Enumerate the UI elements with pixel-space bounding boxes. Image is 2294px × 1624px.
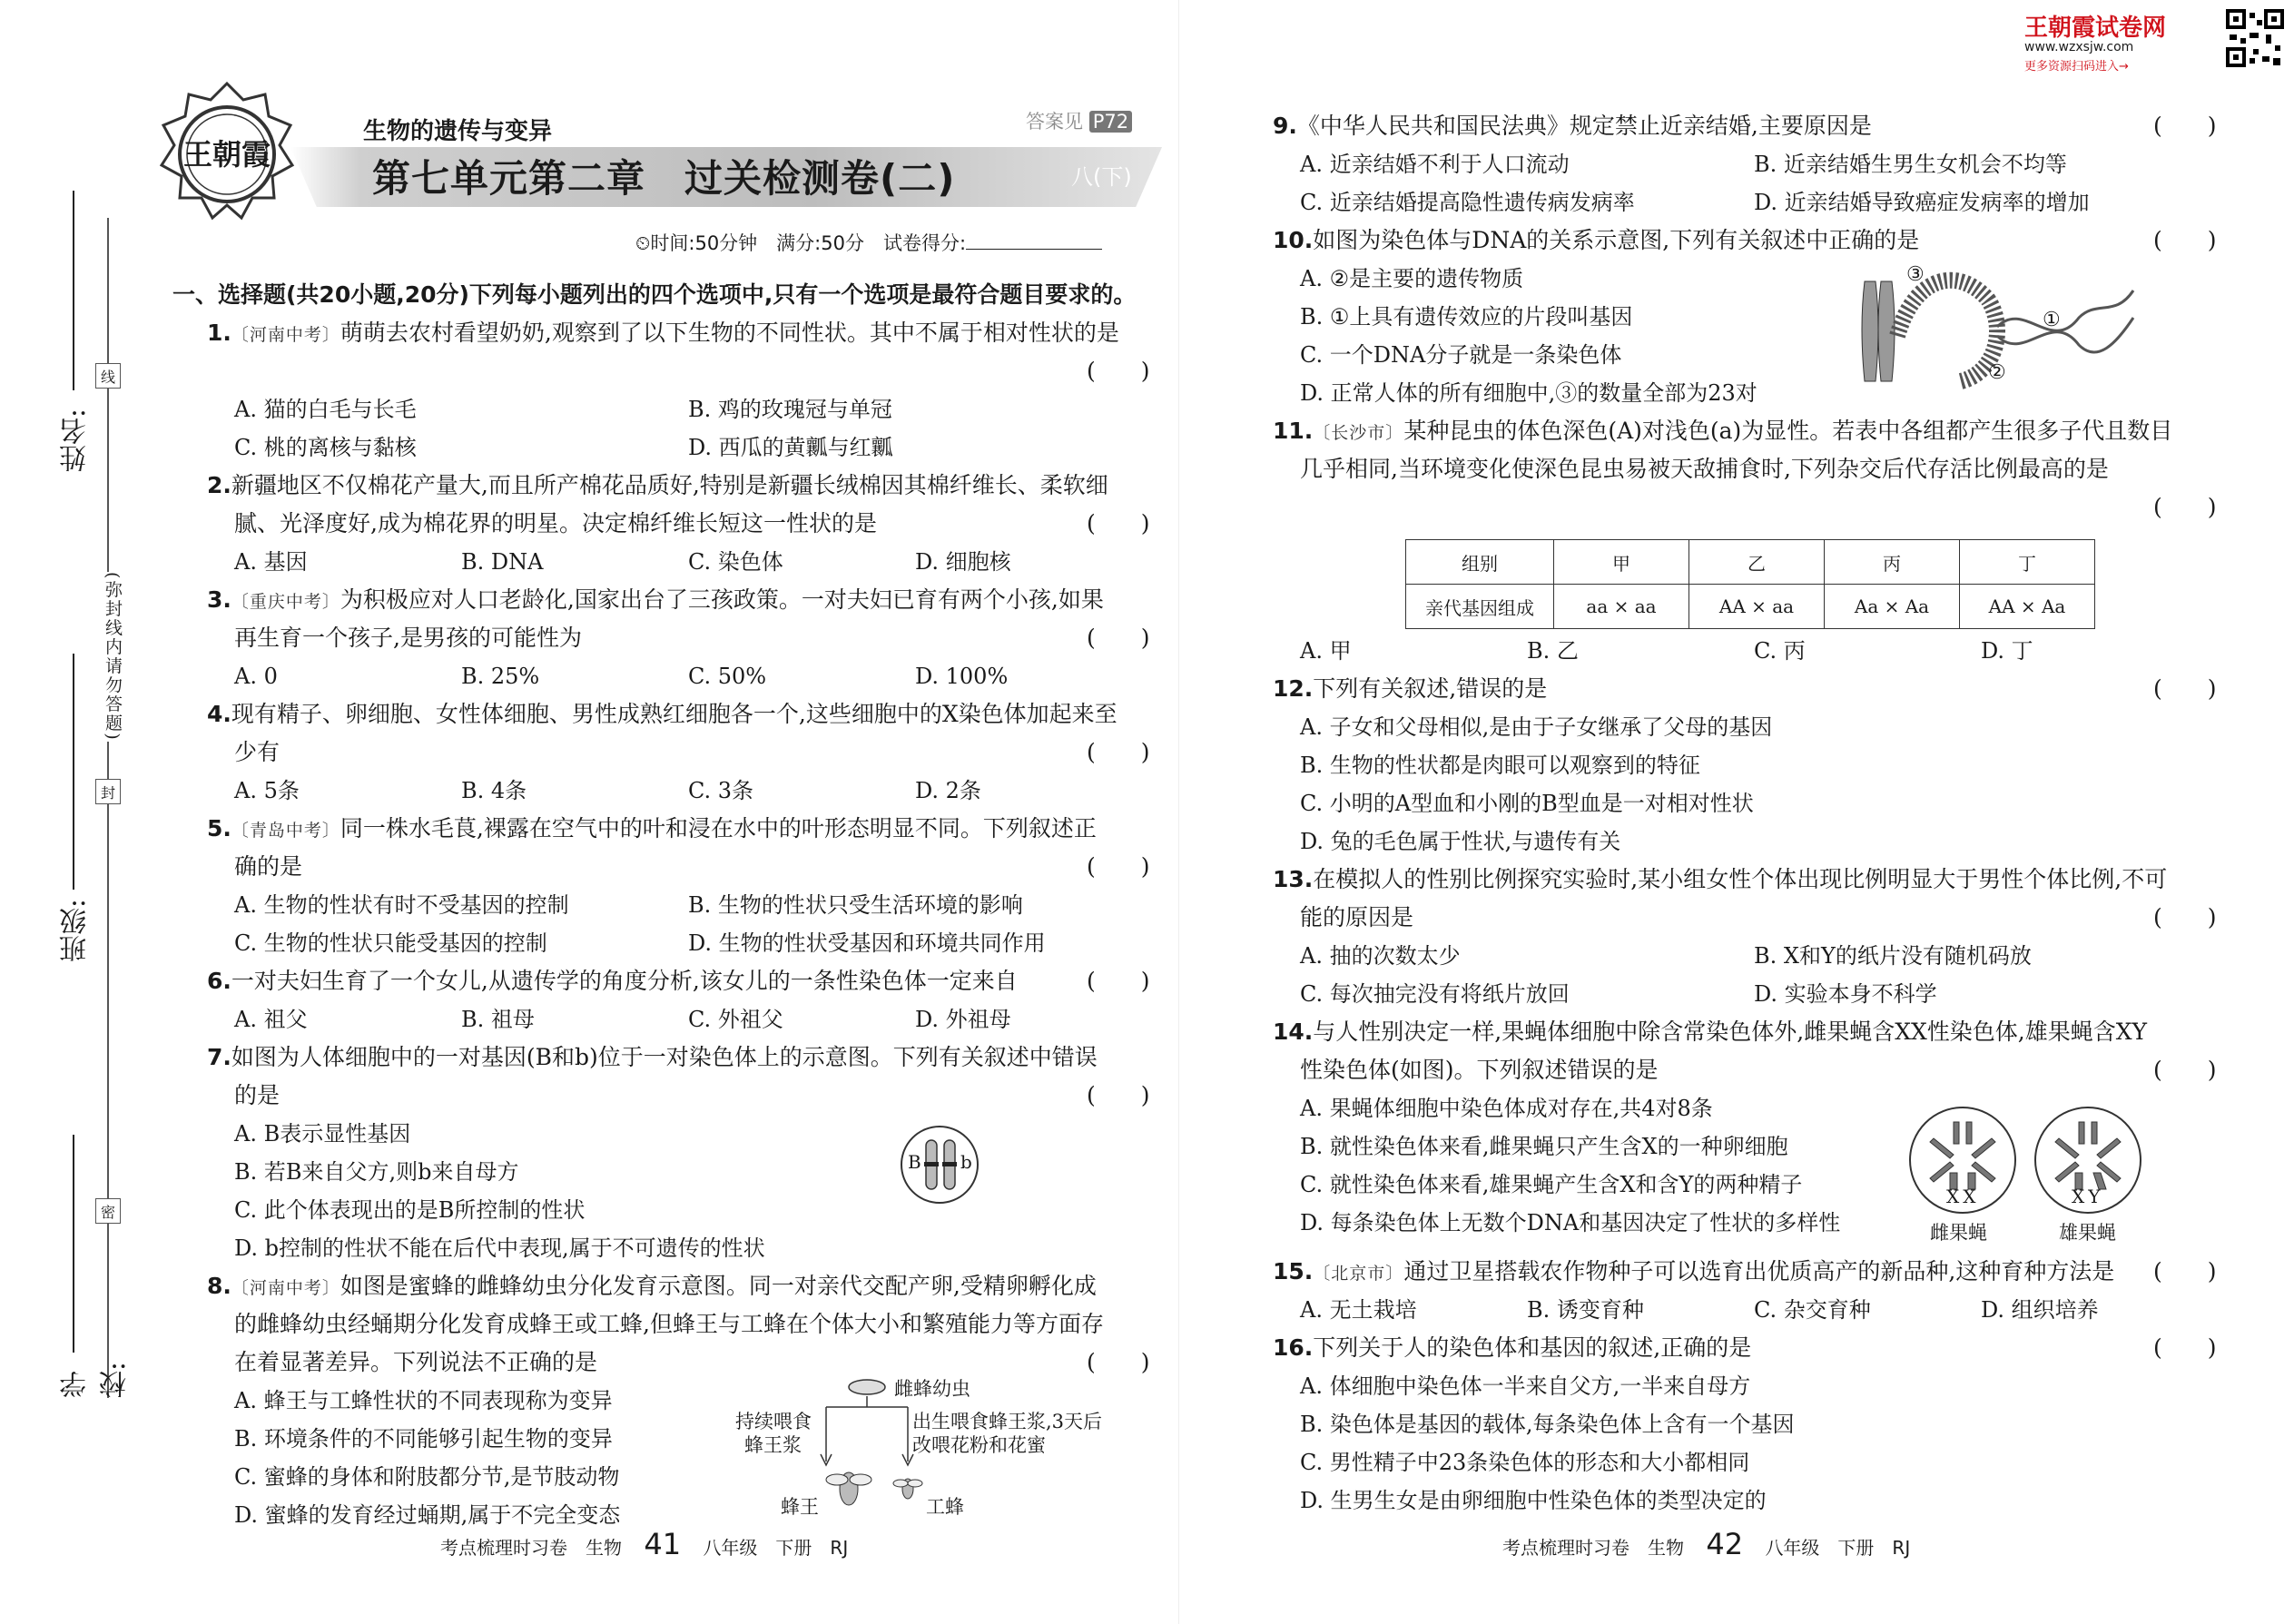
q15-line1: 通过卫星搭载农作物种子可以选育出优质高产的新品种,这种育种方法是 bbox=[1403, 1258, 2115, 1284]
footer-left-prefix: 考点梳理时习卷 生物 bbox=[440, 1537, 622, 1559]
q5-option-a[interactable]: A. 生物的性状有时不受基因的控制 bbox=[234, 892, 569, 918]
question-11 bbox=[1273, 412, 2172, 452]
section-heading: 一、选择题(共20小题,20分)下列每小题列出的四个选项中,只有一个选项是最符合题目要求的。 bbox=[172, 281, 1137, 308]
q8-line3: 在着显著差异。下列说法不正确的是 bbox=[234, 1349, 598, 1375]
q11-cell-yi-value: AA × aa bbox=[1689, 585, 1825, 629]
q7-line1: 如图为人体细胞中的一对基因(B和b)位于一对染色体上的示意图。下列有关叙述中错误 bbox=[231, 1044, 1098, 1070]
q14-option-b[interactable]: B. 就性染色体来看,雌果蝇只产生含X的一种卵细胞 bbox=[1300, 1134, 1788, 1159]
footer-left bbox=[440, 1527, 848, 1561]
q1-line1: 萌萌去农村看望奶奶,观察到了以下生物的不同性状。其中不属于相对性状的是 bbox=[340, 320, 1119, 346]
q8-right-label-2: 改喂花粉和花蜜 bbox=[912, 1434, 1046, 1456]
q2-num: 2. bbox=[207, 472, 231, 498]
q7-chromosome-figure bbox=[899, 1124, 980, 1206]
q2-option-d[interactable]: D. 细胞核 bbox=[915, 549, 1011, 575]
answer-page-badge: P72 bbox=[1089, 111, 1132, 133]
q3-option-b[interactable]: B. 25% bbox=[461, 664, 540, 689]
q7-gene-b-upper: B bbox=[908, 1151, 921, 1173]
q15-source: 〔北京市〕 bbox=[1313, 1264, 1404, 1284]
time-info bbox=[635, 229, 1102, 256]
seal-note: (弥封线内请勿答题) bbox=[98, 572, 125, 742]
q2-option-c[interactable]: C. 染色体 bbox=[688, 549, 783, 575]
q4-option-b[interactable]: B. 4条 bbox=[461, 778, 527, 803]
time-info-text: ⏲时间:50分钟 满分:50分 试卷得分: bbox=[635, 232, 967, 254]
q16-option-d[interactable]: D. 生男生女是由卵细胞中性染色体的类型决定的 bbox=[1300, 1488, 1767, 1513]
q11-genotype-table bbox=[1405, 539, 2095, 629]
q11-cell-bing: 丙 bbox=[1825, 540, 1960, 585]
name-blank[interactable] bbox=[73, 191, 74, 390]
q11-line2: 几乎相同,当环境变化使深色昆虫易被天敌捕食时,下列杂交后代存活比例最高的是 bbox=[1300, 456, 2109, 482]
seal-mark-2: 封 bbox=[95, 779, 121, 804]
q5-option-d[interactable]: D. 生物的性状受基因和环境共同作用 bbox=[688, 930, 1046, 956]
logo-text: 王朝霞 bbox=[182, 137, 271, 172]
q8-worker-label: 工蜂 bbox=[926, 1496, 964, 1518]
question-2 bbox=[207, 467, 1108, 505]
score-blank[interactable] bbox=[966, 249, 1102, 250]
q9-option-b[interactable]: B. 近亲结婚生男生女机会不均等 bbox=[1754, 152, 2067, 177]
question-16 bbox=[1273, 1329, 1751, 1367]
q8-line2: 的雌蜂幼虫经蛹期分化发育成蜂王或工蜂,但蜂王与工蜂在个体大小和繁殖能力等方面存 bbox=[234, 1311, 1104, 1337]
question-13 bbox=[1273, 861, 2167, 899]
q8-option-d[interactable]: D. 蜜蜂的发育经过蛹期,属于不完全变态 bbox=[234, 1502, 621, 1528]
q14-option-a[interactable]: A. 果蝇体细胞中染色体成对存在,共4对8条 bbox=[1300, 1096, 1713, 1121]
q6-line1: 一对夫妇生育了一个女儿,从遗传学的角度分析,该女儿的一条性染色体一定来自 bbox=[231, 968, 1018, 994]
q13-option-c[interactable]: C. 每次抽完没有将纸片放回 bbox=[1300, 981, 1570, 1007]
page-number-right: 42 bbox=[1706, 1527, 1744, 1561]
q3-line2: 再生育一个孩子,是男孩的可能性为 bbox=[234, 625, 582, 651]
q15-option-a[interactable]: A. 无土栽培 bbox=[1300, 1297, 1417, 1323]
q7-line2: 的是 bbox=[234, 1082, 281, 1108]
q7-option-d[interactable]: D. b控制的性状不能在后代中表现,属于不可遗传的性状 bbox=[234, 1235, 765, 1261]
q8-left-label-2: 蜂王浆 bbox=[744, 1434, 802, 1456]
q13-line2: 能的原因是 bbox=[1300, 904, 1414, 930]
q1-option-c[interactable]: C. 桃的离核与黏核 bbox=[234, 435, 417, 460]
q9-line1: 《中华人民共和国民法典》规定禁止近亲结婚,主要原因是 bbox=[1296, 113, 1872, 139]
grade-tag: 八(下) bbox=[1071, 164, 1132, 190]
q7-option-b[interactable]: B. 若B来自父方,则b来自母方 bbox=[234, 1159, 519, 1185]
q14-line2: 性染色体(如图)。下列叙述错误的是 bbox=[1300, 1057, 1659, 1083]
page-number-left: 41 bbox=[644, 1527, 682, 1561]
q10-num: 10. bbox=[1273, 227, 1314, 253]
q12-line1: 下列有关叙述,错误的是 bbox=[1313, 675, 1548, 702]
logo bbox=[154, 82, 300, 227]
q6-num: 6. bbox=[207, 968, 231, 994]
q11-num: 11. bbox=[1273, 418, 1314, 444]
q16-option-a[interactable]: A. 体细胞中染色体一半来自父方,一半来自母方 bbox=[1300, 1373, 1751, 1399]
q14-num: 14. bbox=[1273, 1019, 1314, 1045]
q1-answer-blank[interactable]: ( ) bbox=[1087, 358, 1150, 384]
q5-line2: 确的是 bbox=[234, 853, 303, 880]
q15-num: 15. bbox=[1273, 1258, 1314, 1284]
center-divider bbox=[1178, 0, 1179, 1624]
q9-option-d[interactable]: D. 近亲结婚导致癌症发病率的增加 bbox=[1754, 190, 2090, 215]
question-1 bbox=[207, 314, 1119, 354]
q4-line1: 现有精子、卵细胞、女性体细胞、男性成熟红细胞各一个,这些细胞中的X染色体加起来至 bbox=[231, 701, 1117, 727]
question-9 bbox=[1273, 107, 1872, 145]
q4-option-a[interactable]: A. 5条 bbox=[234, 778, 300, 803]
q14-line1: 与人性别决定一样,果蝇体细胞中除含常染色体外,雌果蝇含XX性染色体,雄果蝇含XY bbox=[1313, 1019, 2148, 1045]
q1-option-b[interactable]: B. 鸡的玫瑰冠与单冠 bbox=[688, 397, 892, 422]
q3-line1: 为积极应对人口老龄化,国家出台了三孩政策。一对夫妇已育有两个小孩,如果 bbox=[340, 586, 1104, 613]
brand-note: 更多资源扫码进入→ bbox=[2024, 60, 2129, 74]
q16-num: 16. bbox=[1273, 1334, 1314, 1361]
q2-line2: 腻、光泽度好,成为棉花界的明星。决定棉纤维长短这一性状的是 bbox=[234, 510, 877, 536]
q6-answer-blank[interactable]: ( ) bbox=[1087, 968, 1150, 994]
seal-mark-1: 线 bbox=[95, 363, 121, 389]
q7-gene-b-lower: b bbox=[960, 1151, 972, 1173]
q1-num: 1. bbox=[207, 320, 231, 346]
sidebar bbox=[36, 218, 145, 1398]
name-label: 姓名: bbox=[60, 408, 92, 473]
seal-mark-3: 密 bbox=[95, 1198, 121, 1224]
q10-answer-blank[interactable]: ( ) bbox=[2153, 227, 2217, 253]
q3-option-c[interactable]: C. 50% bbox=[688, 664, 767, 689]
q4-answer-blank[interactable]: ( ) bbox=[1087, 739, 1150, 765]
q3-option-d[interactable]: D. 100% bbox=[915, 664, 1009, 689]
q5-line1: 同一株水毛茛,裸露在空气中的叶和浸在水中的叶形态明显不同。下列叙述正 bbox=[340, 815, 1097, 842]
q16-answer-blank[interactable]: ( ) bbox=[2153, 1334, 2217, 1361]
q6-option-d[interactable]: D. 外祖母 bbox=[915, 1007, 1011, 1032]
q8-num: 8. bbox=[207, 1273, 231, 1299]
q15-option-d[interactable]: D. 组织培养 bbox=[1981, 1297, 2099, 1323]
q13-option-b[interactable]: B. X和Y的纸片没有随机码放 bbox=[1754, 943, 2032, 969]
question-7 bbox=[207, 1038, 1098, 1077]
question-4 bbox=[207, 695, 1117, 733]
q14-male-chromosomes: XY bbox=[2072, 1186, 2104, 1207]
q5-num: 5. bbox=[207, 815, 231, 842]
question-8 bbox=[207, 1267, 1097, 1307]
brand-url[interactable]: www.wzxsjw.com bbox=[2024, 40, 2134, 54]
q10-label-1: ① bbox=[2043, 309, 2061, 331]
class-label: 班级: bbox=[60, 899, 92, 963]
q5-answer-blank[interactable]: ( ) bbox=[1087, 853, 1150, 880]
q9-num: 9. bbox=[1273, 113, 1297, 139]
q2-option-a[interactable]: A. 基因 bbox=[234, 549, 308, 575]
brand-name: 王朝霞试卷网 bbox=[2024, 15, 2167, 42]
q9-option-a[interactable]: A. 近亲结婚不利于人口流动 bbox=[1300, 152, 1570, 177]
q11-option-d[interactable]: D. 丁 bbox=[1981, 638, 2033, 664]
question-15 bbox=[1273, 1253, 2114, 1293]
q13-option-a[interactable]: A. 抽的次数太少 bbox=[1300, 943, 1461, 969]
q9-option-c[interactable]: C. 近亲结婚提高隐性遗传病发病率 bbox=[1300, 190, 1635, 215]
q12-option-c[interactable]: C. 小明的A型血和小刚的B型血是一对相对性状 bbox=[1300, 791, 1754, 816]
q2-answer-blank[interactable]: ( ) bbox=[1087, 510, 1150, 536]
q16-line1: 下列关于人的染色体和基因的叙述,正确的是 bbox=[1313, 1334, 1752, 1361]
q11-cell-yi: 乙 bbox=[1689, 540, 1825, 585]
school-blank[interactable] bbox=[73, 1135, 74, 1353]
q5-option-c[interactable]: C. 生物的性状只能受基因的控制 bbox=[234, 930, 547, 956]
footer-right-suffix: 八年级 下册 RJ bbox=[1765, 1537, 1911, 1559]
q3-num: 3. bbox=[207, 586, 231, 613]
q11-cell-header: 组别 bbox=[1406, 540, 1554, 585]
q1-option-a[interactable]: A. 猫的白毛与长毛 bbox=[234, 397, 417, 422]
footer-right-prefix: 考点梳理时习卷 生物 bbox=[1502, 1537, 1684, 1559]
q8-left-label-1: 持续喂食 bbox=[735, 1411, 812, 1432]
qr-code-icon[interactable] bbox=[2226, 9, 2284, 67]
q10-dna-figure bbox=[1852, 263, 2142, 399]
q8-line1: 如图是蜜蜂的雌蜂幼虫分化发育示意图。同一对亲代交配产卵,受精卵孵化成 bbox=[340, 1273, 1097, 1299]
q10-option-b[interactable]: B. ①上具有遗传效应的片段叫基因 bbox=[1300, 304, 1633, 330]
q4-option-d[interactable]: D. 2条 bbox=[915, 778, 981, 803]
q13-line1: 在模拟人的性别比例探究实验时,某小组女性个体出现比例明显大于男性个体比例,不可 bbox=[1313, 866, 2168, 892]
q11-cell-jia-value: aa × aa bbox=[1554, 585, 1689, 629]
q11-option-a[interactable]: A. 甲 bbox=[1300, 638, 1352, 664]
q3-source: 〔重庆中考〕 bbox=[231, 592, 340, 612]
q10-label-2: ② bbox=[1988, 361, 2006, 384]
question-14 bbox=[1273, 1013, 2147, 1051]
q7-answer-blank[interactable]: ( ) bbox=[1087, 1082, 1150, 1108]
q11-line1: 某种昆虫的体色深色(A)对浅色(a)为显性。若表中各组都产生很多子代且数目 bbox=[1403, 418, 2173, 444]
footer-left-suffix: 八年级 下册 RJ bbox=[703, 1537, 849, 1559]
q13-answer-blank[interactable]: ( ) bbox=[2153, 904, 2217, 930]
header bbox=[154, 73, 1171, 254]
q1-option-d[interactable]: D. 西瓜的黄瓤与红瓤 bbox=[688, 435, 893, 460]
q12-option-b[interactable]: B. 生物的性状都是肉眼可以观察到的特征 bbox=[1300, 753, 1700, 778]
q10-option-a[interactable]: A. ②是主要的遗传物质 bbox=[1300, 266, 1524, 291]
q14-female-chromosomes: XX bbox=[1946, 1186, 1980, 1207]
q9-answer-blank[interactable]: ( ) bbox=[2153, 113, 2217, 139]
q8-right-label-1: 出生喂食蜂王浆,3天后 bbox=[912, 1411, 1103, 1432]
q12-answer-blank[interactable]: ( ) bbox=[2153, 675, 2217, 702]
q5-option-b[interactable]: B. 生物的性状只受生活环境的影响 bbox=[688, 892, 1023, 918]
q8-source: 〔河南中考〕 bbox=[231, 1278, 340, 1298]
q14-male-label: 雄果蝇 bbox=[2059, 1222, 2116, 1244]
q12-option-d[interactable]: D. 兔的毛色属于性状,与遗传有关 bbox=[1300, 829, 1621, 854]
q11-source: 〔长沙市〕 bbox=[1313, 423, 1404, 443]
q2-line1: 新疆地区不仅棉花产量大,而且所产棉花品质好,特别是新疆长绒棉因其棉纤维长、柔软细 bbox=[231, 472, 1108, 498]
q16-option-b[interactable]: B. 染色体是基因的载体,每条染色体上含有一个基因 bbox=[1300, 1412, 1795, 1437]
q4-option-c[interactable]: C. 3条 bbox=[688, 778, 754, 803]
q11-answer-blank[interactable]: ( ) bbox=[2153, 494, 2217, 520]
q7-num: 7. bbox=[207, 1044, 231, 1070]
q15-option-b[interactable]: B. 诱变育种 bbox=[1527, 1297, 1644, 1323]
question-6 bbox=[207, 962, 1018, 1000]
school-label: 学校: bbox=[60, 1362, 132, 1399]
q11-option-c[interactable]: C. 丙 bbox=[1754, 638, 1806, 664]
q13-option-d[interactable]: D. 实验本身不科学 bbox=[1754, 981, 1937, 1007]
q10-option-d[interactable]: D. 正常人体的所有细胞中,③的数量全部为23对 bbox=[1300, 380, 1757, 406]
question-10 bbox=[1273, 221, 1919, 260]
q7-option-a[interactable]: A. B表示显性基因 bbox=[234, 1121, 411, 1147]
q10-option-c[interactable]: C. 一个DNA分子就是一条染色体 bbox=[1300, 342, 1622, 368]
unit-subtitle: 生物的遗传与变异 bbox=[363, 118, 553, 145]
q8-option-c[interactable]: C. 蜜蜂的身体和附肢都分节,是节肢动物 bbox=[234, 1464, 620, 1490]
q2-option-b[interactable]: B. DNA bbox=[461, 549, 544, 575]
q16-option-c[interactable]: C. 男性精子中23条染色体的形态和大小都相同 bbox=[1300, 1450, 1750, 1475]
q12-option-a[interactable]: A. 子女和父母相似,是由于子女继承了父母的基因 bbox=[1300, 714, 1773, 740]
q15-option-c[interactable]: C. 杂交育种 bbox=[1754, 1297, 1871, 1323]
q8-larva-label: 雌蜂幼虫 bbox=[894, 1378, 970, 1400]
q8-bee-figure bbox=[726, 1371, 1162, 1525]
question-3 bbox=[207, 581, 1104, 621]
q3-option-a[interactable]: A. 0 bbox=[234, 664, 278, 689]
q10-line1: 如图为染色体与DNA的关系示意图,下列有关叙述中正确的是 bbox=[1313, 227, 1920, 253]
brand-block bbox=[2024, 9, 2288, 74]
q8-answer-blank[interactable]: ( ) bbox=[1087, 1349, 1150, 1375]
page-title: 第七单元第二章 过关检测卷(二) bbox=[372, 156, 956, 201]
q6-option-a[interactable]: A. 祖父 bbox=[234, 1007, 308, 1032]
question-5 bbox=[207, 810, 1097, 850]
q11-cell-genotype: 亲代基因组成 bbox=[1406, 585, 1554, 629]
q15-answer-blank[interactable]: ( ) bbox=[2153, 1258, 2217, 1284]
q11-cell-jia: 甲 bbox=[1554, 540, 1689, 585]
q14-fruitfly-figure bbox=[1906, 1102, 2151, 1247]
class-blank[interactable] bbox=[73, 654, 74, 890]
q4-line2: 少有 bbox=[234, 739, 281, 765]
q14-female-label: 雌果蝇 bbox=[1930, 1222, 1987, 1244]
question-12 bbox=[1273, 670, 1547, 708]
q6-option-c[interactable]: C. 外祖父 bbox=[688, 1007, 783, 1032]
q5-source: 〔青岛中考〕 bbox=[231, 821, 340, 841]
q7-option-c[interactable]: C. 此个体表现出的是B所控制的性状 bbox=[234, 1197, 586, 1223]
q6-option-b[interactable]: B. 祖母 bbox=[461, 1007, 535, 1032]
q10-label-3: ③ bbox=[1906, 263, 1925, 286]
answer-ref-text: 答案见 bbox=[1026, 111, 1083, 133]
answer-ref bbox=[1026, 107, 1132, 134]
q11-cell-bing-value: Aa × Aa bbox=[1825, 585, 1960, 629]
q14-option-c[interactable]: C. 就性染色体来看,雄果蝇产生含X和含Y的两种精子 bbox=[1300, 1172, 1803, 1197]
q3-answer-blank[interactable]: ( ) bbox=[1087, 625, 1150, 651]
q8-option-a[interactable]: A. 蜂王与工蜂性状的不同表现称为变异 bbox=[234, 1388, 613, 1413]
q14-answer-blank[interactable]: ( ) bbox=[2153, 1057, 2217, 1083]
q8-queen-label: 蜂王 bbox=[781, 1496, 819, 1518]
q12-num: 12. bbox=[1273, 675, 1314, 702]
q11-cell-ding-value: AA × Aa bbox=[1960, 585, 2095, 629]
q14-option-d[interactable]: D. 每条染色体上无数个DNA和基因决定了性状的多样性 bbox=[1300, 1210, 1841, 1235]
q13-num: 13. bbox=[1273, 866, 1314, 892]
q8-option-b[interactable]: B. 环境条件的不同能够引起生物的变异 bbox=[234, 1426, 613, 1452]
footer-right bbox=[1502, 1527, 1910, 1561]
q11-cell-ding: 丁 bbox=[1960, 540, 2095, 585]
q1-source: 〔河南中考〕 bbox=[231, 325, 340, 345]
q4-num: 4. bbox=[207, 701, 231, 727]
q11-option-b[interactable]: B. 乙 bbox=[1527, 638, 1579, 664]
